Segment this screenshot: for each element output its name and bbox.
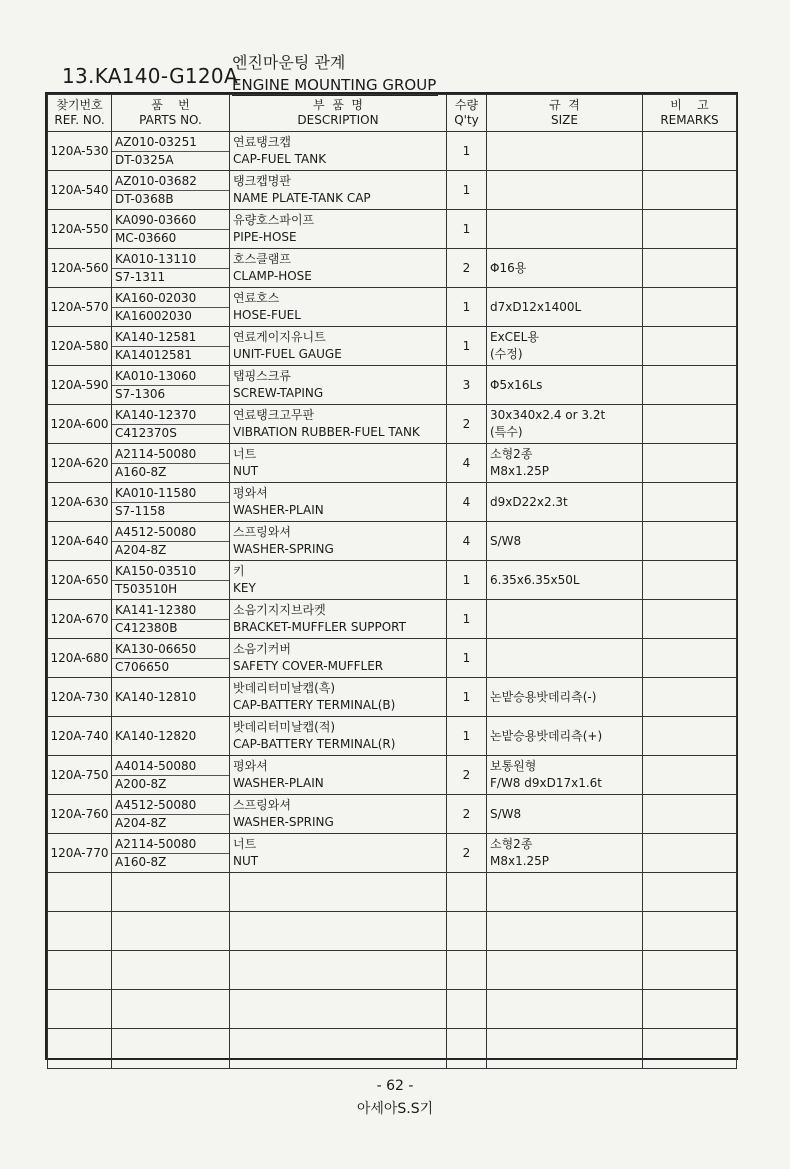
description-korean: 소음기지지브라켓	[233, 603, 326, 617]
description-english: CAP-FUEL TANK	[233, 152, 327, 166]
quantity: 1	[447, 288, 487, 327]
parts-cell	[112, 249, 230, 288]
part-number-alt: A204-8Z	[112, 814, 229, 832]
description-cell	[230, 327, 447, 366]
remarks-cell	[643, 834, 737, 873]
table-row	[48, 249, 737, 288]
size-cell	[487, 600, 643, 639]
size-cell	[487, 132, 643, 171]
ref-number: 120A-770	[48, 834, 112, 873]
size-line-1: ExCEL용	[490, 330, 539, 344]
size-line-1: S/W8	[490, 806, 522, 821]
remarks-cell	[643, 756, 737, 795]
title-english: ENGINE MOUNTING GROUP	[232, 76, 437, 94]
size-line-2: (특수)	[490, 425, 523, 439]
description-korean: 평와셔	[233, 759, 268, 773]
table-row	[48, 483, 737, 522]
description-korean: 탭핑스크류	[233, 369, 291, 383]
description-cell	[230, 483, 447, 522]
description-korean: 너트	[233, 837, 257, 851]
description-cell	[230, 288, 447, 327]
remarks-cell	[643, 171, 737, 210]
description-cell	[230, 756, 447, 795]
description-cell	[230, 249, 447, 288]
remarks-cell	[643, 600, 737, 639]
empty-row	[48, 873, 737, 912]
table-row	[48, 639, 737, 678]
parts-cell	[112, 522, 230, 561]
part-number: KA130-06650	[115, 641, 197, 656]
description-english: WASHER-SPRING	[233, 815, 334, 829]
table-row	[48, 444, 737, 483]
part-number: KA150-03510	[115, 563, 197, 578]
size-line-2: M8x1.25P	[490, 464, 550, 478]
description-korean: 연료게이지유니트	[233, 330, 326, 344]
size-line-1: 논밭승용밧데리측(-)	[490, 689, 597, 704]
remarks-cell	[643, 561, 737, 600]
description-cell	[230, 561, 447, 600]
parts-cell	[112, 132, 230, 171]
ref-number: 120A-760	[48, 795, 112, 834]
description-korean: 스프링와셔	[233, 525, 291, 539]
description-cell	[230, 639, 447, 678]
description-cell	[230, 717, 447, 756]
description-english: CAP-BATTERY TERMINAL(R)	[233, 737, 396, 751]
part-number: KA010-13060	[115, 368, 197, 383]
size-line-1: 30x340x2.4 or 3.2t	[490, 408, 606, 422]
part-number-alt: A160-8Z	[112, 853, 229, 871]
table-row	[48, 522, 737, 561]
part-number: A2114-50080	[115, 446, 197, 461]
description-english: WASHER-SPRING	[233, 542, 334, 556]
size-cell	[487, 483, 643, 522]
size-line-1: Φ16용	[490, 260, 527, 275]
size-line-1: 6.35x6.35x50L	[490, 572, 580, 587]
ref-number: 120A-730	[48, 678, 112, 717]
size-cell	[487, 444, 643, 483]
parts-cell	[112, 639, 230, 678]
ref-number: 120A-540	[48, 171, 112, 210]
ref-number: 120A-570	[48, 288, 112, 327]
parts-cell	[112, 210, 230, 249]
quantity: 4	[447, 522, 487, 561]
part-number-alt: T503510H	[112, 580, 229, 598]
remarks-cell	[643, 405, 737, 444]
table-row	[48, 366, 737, 405]
remarks-cell	[643, 444, 737, 483]
parts-cell	[112, 678, 230, 717]
empty-row	[48, 990, 737, 1029]
size-cell	[487, 717, 643, 756]
quantity: 2	[447, 756, 487, 795]
remarks-cell	[643, 249, 737, 288]
quantity: 1	[447, 678, 487, 717]
quantity: 1	[447, 717, 487, 756]
part-number-alt: KA16002030	[112, 307, 229, 325]
part-number-alt: MC-03660	[112, 229, 229, 247]
description-english: PIPE-HOSE	[233, 230, 297, 244]
part-number: AZ010-03682	[115, 173, 197, 188]
remarks-cell	[643, 795, 737, 834]
header-remarks: 비 고 REMARKS	[643, 95, 737, 132]
size-line-2: M8x1.25P	[490, 854, 550, 868]
description-cell	[230, 795, 447, 834]
ref-number: 120A-530	[48, 132, 112, 171]
description-cell	[230, 600, 447, 639]
table-row	[48, 210, 737, 249]
parts-cell	[112, 366, 230, 405]
empty-row	[48, 912, 737, 951]
quantity: 1	[447, 639, 487, 678]
description-cell	[230, 132, 447, 171]
description-cell	[230, 171, 447, 210]
size-cell	[487, 210, 643, 249]
parts-cell	[112, 717, 230, 756]
size-cell	[487, 639, 643, 678]
description-korean: 밧데리터미날캡(적)	[233, 720, 336, 734]
description-english: NAME PLATE-TANK CAP	[233, 191, 371, 205]
parts-cell	[112, 327, 230, 366]
ref-number: 120A-680	[48, 639, 112, 678]
size-line-2: (수정)	[490, 347, 523, 361]
remarks-cell	[643, 210, 737, 249]
description-english: CAP-BATTERY TERMINAL(B)	[233, 698, 396, 712]
part-number-alt: A160-8Z	[112, 463, 229, 481]
parts-cell	[112, 561, 230, 600]
title-korean: 엔진마운팅 관계	[232, 53, 346, 72]
parts-cell	[112, 756, 230, 795]
size-cell	[487, 561, 643, 600]
description-cell	[230, 405, 447, 444]
size-line-1: d9xD22x2.3t	[490, 494, 568, 509]
ref-number: 120A-560	[48, 249, 112, 288]
ref-number: 120A-740	[48, 717, 112, 756]
parts-cell	[112, 795, 230, 834]
size-line-1: d7xD12x1400L	[490, 299, 582, 314]
description-cell	[230, 366, 447, 405]
ref-number: 120A-580	[48, 327, 112, 366]
parts-cell	[112, 834, 230, 873]
header-description: 부 품 명 DESCRIPTION	[230, 95, 447, 132]
part-number-alt: C412370S	[112, 424, 229, 442]
size-cell	[487, 366, 643, 405]
part-number-alt: A204-8Z	[112, 541, 229, 559]
quantity: 4	[447, 483, 487, 522]
parts-table-frame	[45, 92, 738, 1060]
description-english: SCREW-TAPING	[233, 386, 324, 400]
ref-number: 120A-550	[48, 210, 112, 249]
description-korean: 연료탱크캡	[233, 135, 291, 149]
ref-number: 120A-590	[48, 366, 112, 405]
size-cell	[487, 522, 643, 561]
table-row	[48, 171, 737, 210]
quantity: 3	[447, 366, 487, 405]
description-english: SAFETY COVER-MUFFLER	[233, 659, 384, 673]
quantity: 1	[447, 600, 487, 639]
parts-cell	[112, 288, 230, 327]
header-qty: 수량 Q'ty	[447, 95, 487, 132]
header-parts-no: 품 번 PARTS NO.	[112, 95, 230, 132]
part-number: KA141-12380	[115, 602, 197, 617]
description-english: BRACKET-MUFFLER SUPPORT	[233, 620, 406, 634]
company-name: 아세아S.S기	[356, 1101, 434, 1117]
part-number: A4512-50080	[115, 797, 197, 812]
part-number: KA010-13110	[115, 251, 197, 266]
description-english: WASHER-PLAIN	[233, 776, 324, 790]
page-number: - 62 -	[376, 1078, 414, 1094]
description-english: NUT	[233, 464, 259, 478]
quantity: 2	[447, 249, 487, 288]
description-cell	[230, 522, 447, 561]
size-cell	[487, 756, 643, 795]
remarks-cell	[643, 366, 737, 405]
part-number: A4014-50080	[115, 758, 197, 773]
size-line-1: 보통원형	[490, 759, 537, 773]
header-size: 규 격 SIZE	[487, 95, 643, 132]
part-number: KA140-12820	[115, 729, 197, 743]
parts-cell	[112, 171, 230, 210]
size-cell	[487, 795, 643, 834]
size-line-1: Φ5x16Ls	[490, 377, 543, 392]
remarks-cell	[643, 522, 737, 561]
quantity: 4	[447, 444, 487, 483]
description-english: VIBRATION RUBBER-FUEL TANK	[233, 425, 420, 439]
ref-number: 120A-620	[48, 444, 112, 483]
size-cell	[487, 171, 643, 210]
size-cell	[487, 678, 643, 717]
part-number: A2114-50080	[115, 836, 197, 851]
ref-number: 120A-750	[48, 756, 112, 795]
part-number: A4512-50080	[115, 524, 197, 539]
remarks-cell	[643, 717, 737, 756]
description-korean: 평와셔	[233, 486, 268, 500]
table-row	[48, 600, 737, 639]
remarks-cell	[643, 483, 737, 522]
description-korean: 너트	[233, 447, 257, 461]
ref-number: 120A-630	[48, 483, 112, 522]
size-line-1: 논밭승용밧데리측(+)	[490, 728, 603, 743]
quantity: 1	[447, 561, 487, 600]
size-cell	[487, 249, 643, 288]
description-english: NUT	[233, 854, 259, 868]
table-row	[48, 561, 737, 600]
quantity: 1	[447, 327, 487, 366]
part-number-alt: C706650	[112, 658, 229, 676]
size-cell	[487, 288, 643, 327]
description-korean: 소음기커버	[233, 642, 291, 656]
part-number-alt: DT-0368B	[112, 190, 229, 208]
remarks-cell	[643, 288, 737, 327]
description-english: UNIT-FUEL GAUGE	[233, 347, 342, 361]
description-english: KEY	[233, 581, 256, 595]
table-row	[48, 795, 737, 834]
description-korean: 키	[233, 564, 245, 578]
table-row	[48, 834, 737, 873]
ref-number: 120A-670	[48, 600, 112, 639]
description-english: CLAMP-HOSE	[233, 269, 312, 283]
parts-cell	[112, 600, 230, 639]
parts-cell	[112, 483, 230, 522]
description-english: HOSE-FUEL	[233, 308, 301, 322]
part-number: AZ010-03251	[115, 134, 197, 149]
ref-number: 120A-640	[48, 522, 112, 561]
size-line-1: S/W8	[490, 533, 522, 548]
empty-row	[48, 951, 737, 990]
part-number: KA140-12370	[115, 407, 197, 422]
parts-table	[47, 94, 737, 1069]
remarks-cell	[643, 327, 737, 366]
parts-cell	[112, 444, 230, 483]
part-number: KA160-02030	[115, 290, 197, 305]
description-korean: 호스클램프	[233, 252, 291, 266]
empty-row	[48, 1029, 737, 1069]
table-row	[48, 756, 737, 795]
part-number: KA140-12581	[115, 329, 197, 344]
parts-cell	[112, 405, 230, 444]
quantity: 1	[447, 132, 487, 171]
description-cell	[230, 678, 447, 717]
description-korean: 탱크캡명판	[233, 174, 291, 188]
table-row	[48, 405, 737, 444]
table-row	[48, 327, 737, 366]
description-korean: 밧데리터미날캡(흑)	[233, 681, 336, 695]
size-line-2: F/W8 d9xD17x1.6t	[490, 776, 603, 790]
quantity: 1	[447, 210, 487, 249]
description-cell	[230, 834, 447, 873]
part-number-alt: S7-1311	[112, 268, 229, 286]
part-number-alt: KA14012581	[112, 346, 229, 364]
section-code: 13.KA140-G120A	[62, 64, 238, 88]
table-row	[48, 132, 737, 171]
part-number-alt: A200-8Z	[112, 775, 229, 793]
part-number-alt: S7-1158	[112, 502, 229, 520]
part-number-alt: C412380B	[112, 619, 229, 637]
remarks-cell	[643, 132, 737, 171]
description-korean: 연료탱크고무판	[233, 408, 315, 422]
ref-number: 120A-600	[48, 405, 112, 444]
size-line-1: 소형2종	[490, 447, 533, 461]
header-ref: 찾기번호 REF. NO.	[48, 95, 112, 132]
size-cell	[487, 405, 643, 444]
ref-number: 120A-650	[48, 561, 112, 600]
table-row	[48, 717, 737, 756]
quantity: 2	[447, 795, 487, 834]
remarks-cell	[643, 678, 737, 717]
table-row	[48, 678, 737, 717]
table-header-row	[48, 95, 737, 132]
quantity: 2	[447, 834, 487, 873]
table-row	[48, 288, 737, 327]
quantity: 2	[447, 405, 487, 444]
part-number-alt: S7-1306	[112, 385, 229, 403]
part-number: KA010-11580	[115, 485, 197, 500]
description-korean: 연료호스	[233, 291, 280, 305]
remarks-cell	[643, 639, 737, 678]
description-cell	[230, 444, 447, 483]
size-cell	[487, 834, 643, 873]
size-line-1: 소형2종	[490, 837, 533, 851]
part-number-alt: DT-0325A	[112, 151, 229, 169]
quantity: 1	[447, 171, 487, 210]
description-english: WASHER-PLAIN	[233, 503, 324, 517]
part-number: KA140-12810	[115, 690, 197, 704]
size-cell	[487, 327, 643, 366]
description-korean: 스프링와셔	[233, 798, 291, 812]
description-korean: 유량호스파이프	[233, 213, 315, 227]
description-cell	[230, 210, 447, 249]
part-number: KA090-03660	[115, 212, 197, 227]
